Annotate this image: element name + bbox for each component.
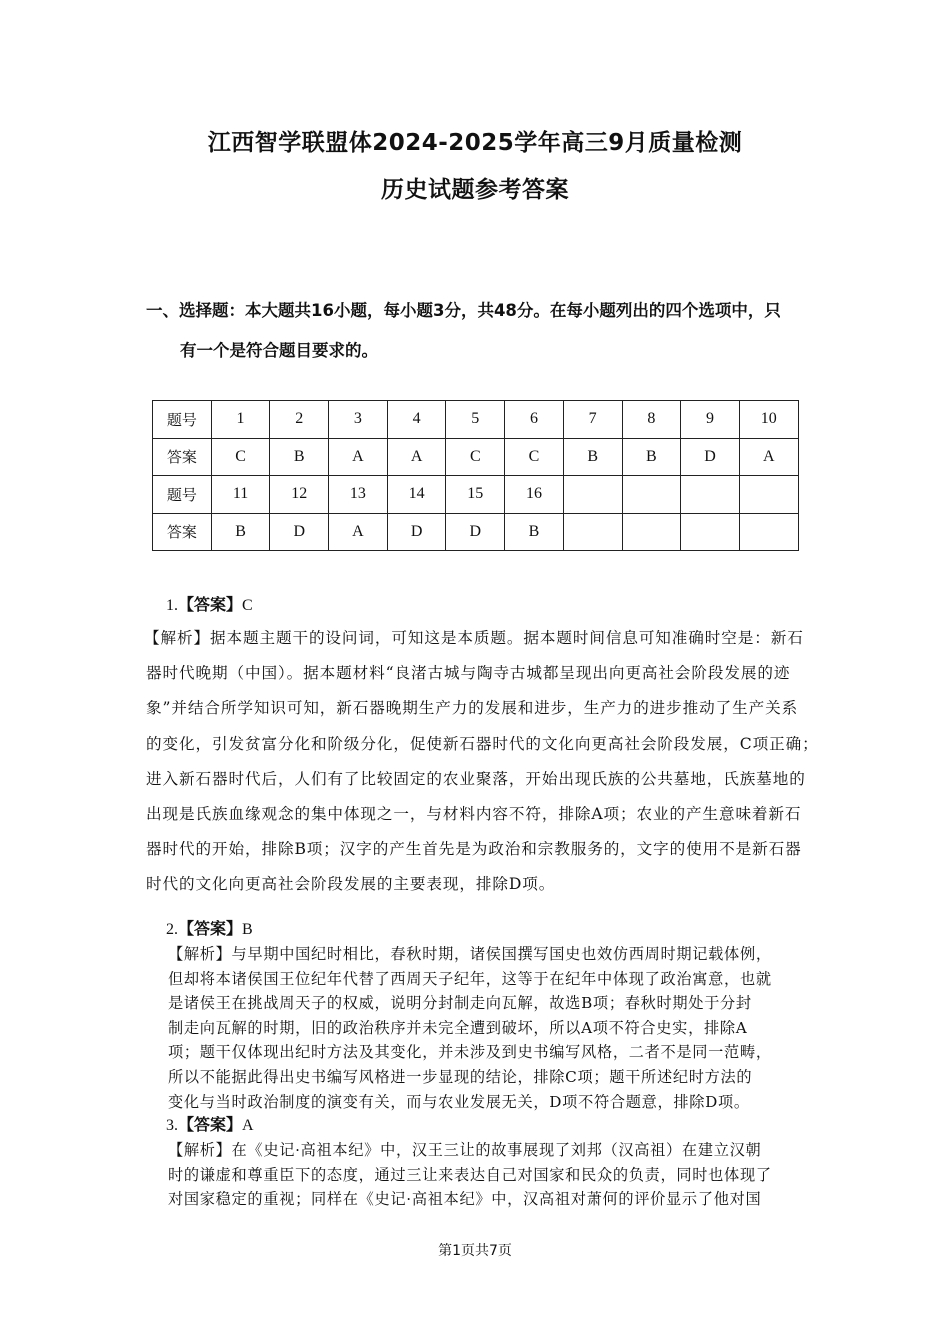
section-heading-cont: 有一个是符合题目要求的。	[180, 341, 378, 360]
analysis-line: 器时代的开始，排除B项；汉字的产生首先是为政治和宗教服务的，文字的使用不是新石器	[146, 840, 802, 859]
table-cell: C	[446, 438, 505, 476]
table-cell: 5	[446, 401, 505, 439]
table-cell: D	[681, 438, 740, 476]
answer-label: 【答案】	[178, 1115, 243, 1134]
document-subtitle: 历史试题参考答案	[381, 177, 569, 203]
answer-line	[166, 1112, 254, 1135]
analysis-line: 【解析】与早期中国纪时相比，春秋时期，诸侯国撰写国史也效仿西周时期记载体例，	[168, 945, 772, 963]
table-cell: 16	[505, 476, 564, 514]
answer-line	[166, 592, 253, 615]
analysis-line: 制走向瓦解的时期，旧的政治秩序并未完全遭到破坏，所以A项不符合史实，排除A	[168, 1018, 748, 1037]
table-cell: D	[446, 513, 505, 551]
table-cell: D	[387, 513, 446, 551]
table-cell: D	[270, 513, 329, 551]
section-heading: 一、选择题：本大题共16小题，每小题3分，共48分。在每小题列出的四个选项中，只	[146, 301, 781, 320]
table-row	[153, 401, 799, 439]
table-cell: B	[505, 513, 564, 551]
table-cell	[622, 513, 681, 551]
analysis-line: 项；题干仅体现出纪时方法及其变化，并未涉及到史书编写风格，二者不是同一范畴，	[168, 1043, 772, 1062]
table-cell	[622, 476, 681, 514]
table-cell: 14	[387, 476, 446, 514]
analysis-line: 【解析】据本题主题干的设问词，可知这是本质题。据本题时间信息可知准确时空是：新石	[144, 629, 804, 647]
table-cell: A	[329, 438, 388, 476]
table-cell: 11	[211, 476, 270, 514]
table-cell: 12	[270, 476, 329, 514]
table-cell: C	[505, 438, 564, 476]
table-cell: 9	[681, 401, 740, 439]
table-cell	[563, 513, 622, 551]
question-number: 1.	[166, 597, 178, 614]
analysis-line: 时代的文化向更高社会阶段发展的主要表现，排除D项。	[146, 875, 556, 894]
table-cell: B	[563, 438, 622, 476]
table-row	[153, 513, 799, 551]
table-cell: A	[387, 438, 446, 476]
table-row	[153, 438, 799, 476]
table-cell: A	[329, 513, 388, 551]
table-cell: A	[739, 438, 798, 476]
table-cell	[739, 476, 798, 514]
question-number: 2.	[166, 921, 178, 938]
table-cell: C	[211, 438, 270, 476]
table-cell: 7	[563, 401, 622, 439]
table-cell: B	[622, 438, 681, 476]
analysis-line: 所以不能据此得出史书编写风格进一步显现的结论，排除C项；题干所述纪时方法的	[168, 1068, 753, 1086]
answer-value: B	[242, 921, 253, 938]
row-header: 答案	[153, 513, 212, 551]
analysis-line: 象”并结合所学知识可知，新石器晚期生产力的发展和进步，生产力的进步推动了生产关系	[146, 699, 799, 718]
table-cell: 8	[622, 401, 681, 439]
table-cell: 10	[739, 401, 798, 439]
answer-label: 【答案】	[178, 919, 243, 938]
table-cell: 4	[387, 401, 446, 439]
table-cell: 13	[329, 476, 388, 514]
analysis-line: 变化与当时政治制度的演变有关，而与农业发展无关，D项不符合题意，排除D项。	[168, 1092, 750, 1111]
row-header: 题号	[153, 401, 212, 439]
table-cell: 15	[446, 476, 505, 514]
page-footer: 第1页共7页	[438, 1243, 512, 1259]
answer-value: A	[242, 1117, 254, 1134]
table-cell	[681, 476, 740, 514]
row-header: 答案	[153, 438, 212, 476]
table-cell: 6	[505, 401, 564, 439]
analysis-line: 对国家稳定的重视；同样在《史记·高祖本纪》中，汉高祖对萧何的评价显示了他对国	[168, 1190, 762, 1209]
analysis-line: 的变化，引发贫富分化和阶级分化，促使新石器时代的文化向更高社会阶段发展，C项正确；	[146, 734, 819, 753]
answer-line	[166, 916, 253, 939]
analysis-line: 出现是氏族血缘观念的集中体现之一，与材料内容不符，排除A项；农业的产生意味着新石	[146, 805, 802, 823]
table-row	[153, 476, 799, 514]
analysis-line: 进入新石器时代后，人们有了比较固定的农业聚落，开始出现氏族的公共墓地，氏族墓地的	[146, 769, 806, 788]
answer-value: C	[242, 597, 253, 614]
analysis-line: 【解析】在《史记·高祖本纪》中，汉王三让的故事展现了刘邦（汉高祖）在建立汉朝	[168, 1141, 762, 1159]
analysis-line: 时的谦虚和尊重臣下的态度，通过三让来表达自己对国家和民众的负责，同时也体现了	[168, 1165, 772, 1184]
table-cell: B	[270, 438, 329, 476]
analysis-line: 器时代晚期（中国）。据本题材料“良渚古城与陶寺古城都呈现出向更高社会阶段发展的迹	[146, 664, 791, 683]
table-cell	[739, 513, 798, 551]
table-cell: B	[211, 513, 270, 551]
analysis-line: 但却将本诸侯国王位纪年代替了西周天子纪年，这等于在纪年中体现了政治寓意，也就	[168, 969, 772, 988]
table-cell	[681, 513, 740, 551]
table-cell: 1	[211, 401, 270, 439]
table-cell	[563, 476, 622, 514]
question-number: 3.	[166, 1117, 178, 1134]
answer-table	[152, 400, 799, 551]
row-header: 题号	[153, 476, 212, 514]
table-cell: 3	[329, 401, 388, 439]
analysis-line: 是诸侯王在挑战周天子的权威，说明分封制走向瓦解，故选B项；春秋时期处于分封	[168, 994, 752, 1013]
document-title: 江西智学联盟体2024-2025学年高三9月质量检测	[207, 130, 743, 156]
table-cell: 2	[270, 401, 329, 439]
answer-label: 【答案】	[178, 595, 243, 614]
